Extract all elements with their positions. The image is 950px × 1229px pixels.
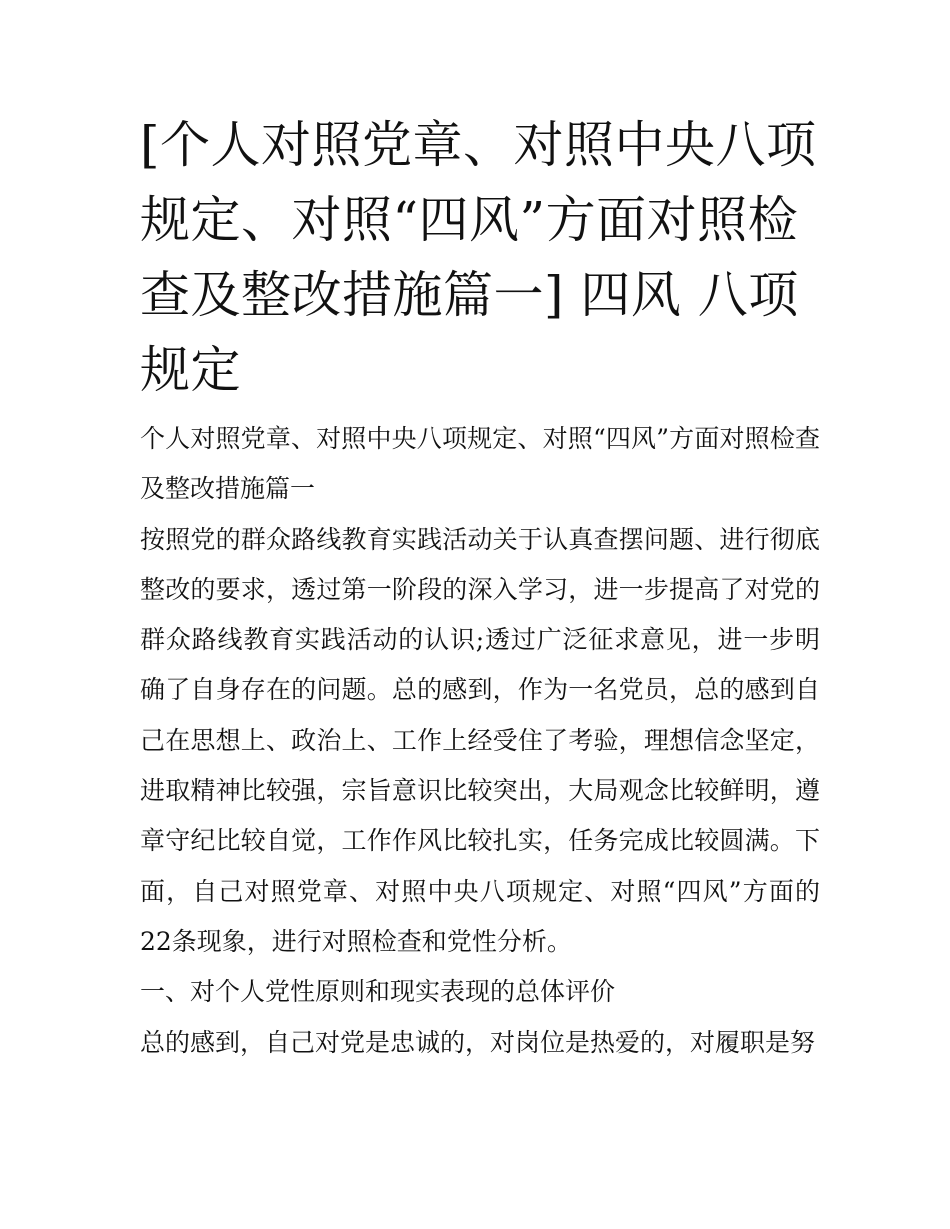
paragraph-intro: 按照党的群众路线教育实践活动关于认真查摆问题、进行彻底整改的要求，透过第一阶段的深入学习，进一步提高了对党的群众路线教育实践活动的认识;透过广泛征求意见，进一步明确了自身存在的问题。总的感到，作为一名党员，总的感到自己在思想上、政治上、工作上经受住了考验，理想信念坚定，进取精神比较强，宗旨意识比较突出，大局观念比较鲜明，遵章守纪比较自觉，工作作风比较扎实，任务完成比较圆满。下面，自己对照党章、对照中央八项规定、对照“四风”方面的22条现象，进行对照检查和党性分析。 <box>140 524 820 956</box>
document-page <box>140 108 820 1068</box>
section-heading: 一、对个人党性原则和现实表现的总体评价 <box>140 977 616 1007</box>
document-title: [个人对照党章、对照中央八项规定、对照“四风”方面对照检查及整改措施篇一] 四风 八项规定 <box>140 116 817 399</box>
document-body <box>140 414 820 1068</box>
paragraph-subtitle: 个人对照党章、对照中央八项规定、对照“四风”方面对照检查及整改措施篇一 <box>140 424 820 504</box>
paragraph-evaluation: 总的感到，自己对党是忠诚的，对岗位是热爱的，对履职是努 <box>140 1027 816 1057</box>
